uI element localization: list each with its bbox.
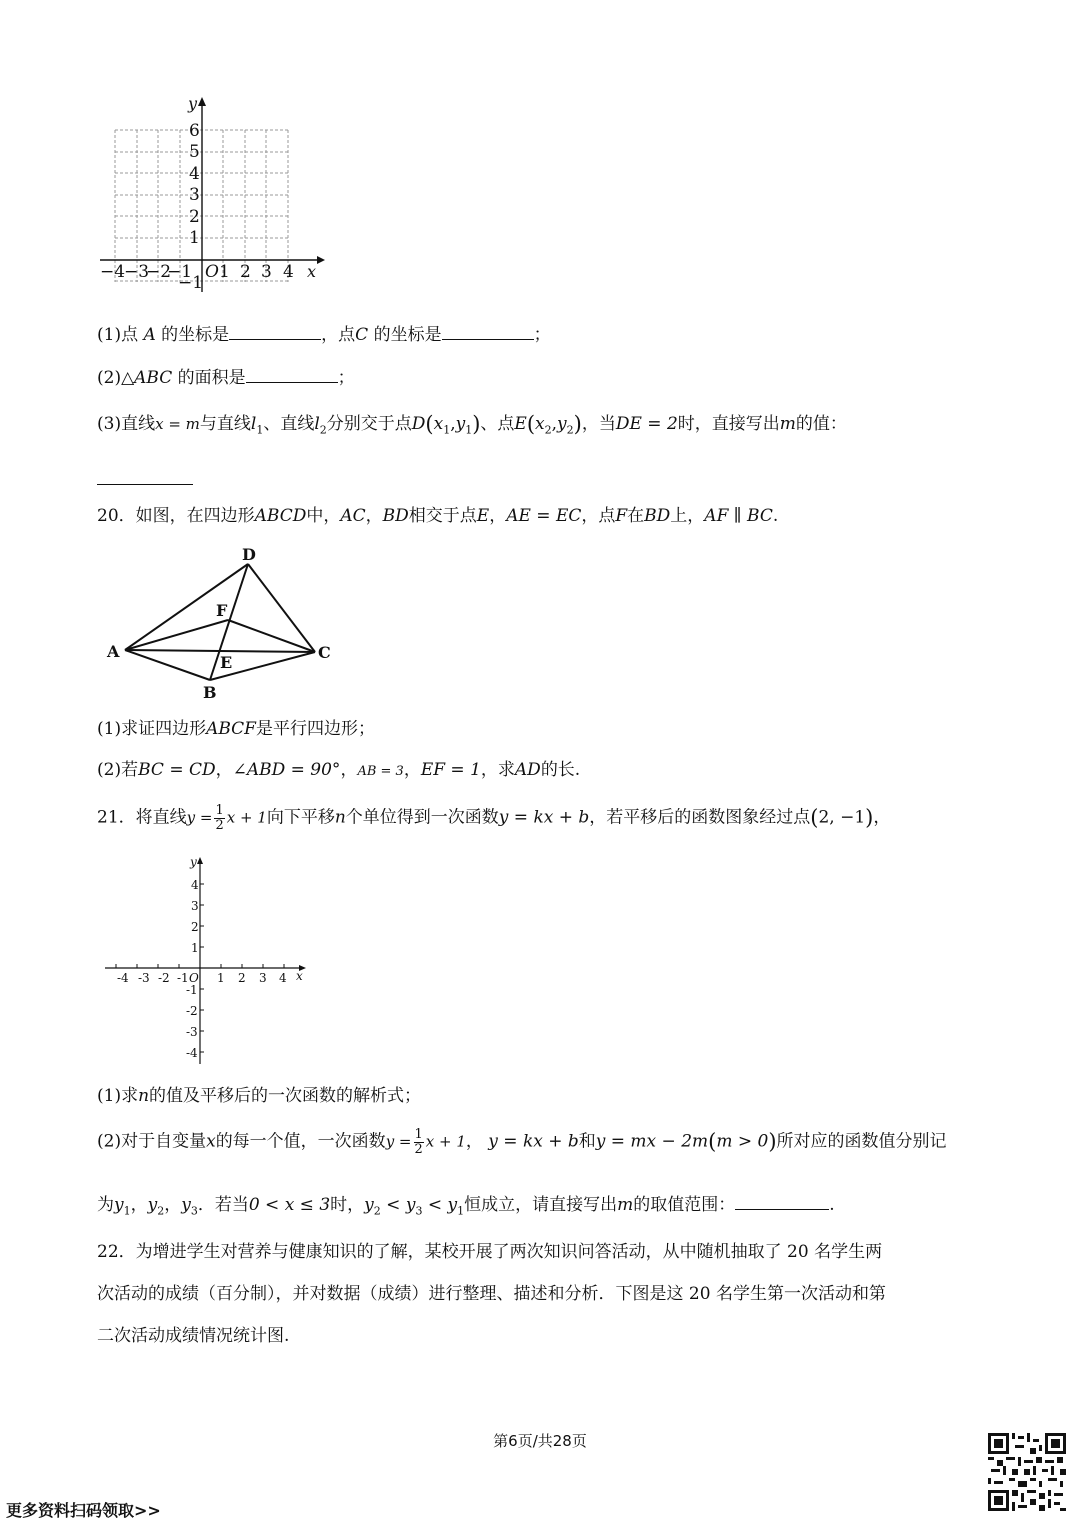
x-tick: 4 [279,971,287,985]
y-tick: 5 [189,142,200,162]
y-tick: 6 [189,121,200,141]
y-tick: 2 [191,920,199,934]
answer-blank[interactable] [442,322,534,340]
q19-part3: (3)直线x = m与直线$l_1$、直线$l_2$分别交于点$D(x_1,y_1)$、点$E(x_2,y_2)$，当DE = 2时，直接写出m的值： [97,412,847,437]
q20-stem: 20．如图，在四边形ABCD中，AC，BD相交于点E，AE = EC，点F在BD上，AF ∥ BC. [97,506,779,526]
x-tick: -4 [117,971,129,985]
x-tick: 1 [219,262,230,282]
vertex-label-f: F [216,601,228,620]
q21-part1: (1)求n的值及平移后的一次函数的解析式； [97,1086,422,1106]
q20-part2: (2)若BC = CD，∠ABD = 90°，AB = 3，EF = 1，求AD的长. [97,760,581,780]
vertex-label-e: E [220,653,233,672]
q20-part1: (1)求证四边形ABCF是平行四边形； [97,719,375,739]
y-tick: 1 [191,941,199,955]
x-tick: 3 [261,262,272,282]
x-tick: −3 [124,262,150,282]
x-tick: -1 [177,971,189,985]
y-tick: 4 [191,878,199,892]
fraction: $\frac{1}{2}$ [215,803,224,833]
q22-line2: 次活动的成绩（百分制），并对数据（成绩）进行整理、描述和分析．下图是这 20 名学生第一次活动和第 [97,1284,886,1304]
q19-part2: (2)△ABC 的面积是 ； [97,365,355,388]
q21-part2-cont: 为$y_1$，$y_2$，$y_3$．若当0 < x ≤ 3时，$y_2 < y_3 < y_1$恒成立，请直接写出m的取值范围： . [97,1192,835,1218]
coordinate-axes-q21 [100,852,315,1070]
x-tick: -3 [138,971,150,985]
coordinate-grid-q19 [95,92,335,297]
y-tick: -4 [186,1046,198,1060]
y-tick: −1 [178,273,204,293]
qr-code-icon[interactable] [988,1433,1066,1511]
y-tick: 4 [189,164,200,184]
answer-blank[interactable] [246,365,338,383]
vertex-label-a: A [107,642,120,661]
x-tick: 2 [240,262,251,282]
origin-label: O [189,971,199,985]
x-tick: -2 [158,971,170,985]
quadrilateral-figure [100,540,340,705]
vertex-label-c: C [318,643,331,662]
x-axis-label: x [307,262,317,281]
page-number: 第6页/共28页 [493,1432,587,1450]
fraction: $\frac{1}{2}$ [414,1127,423,1157]
answer-blank[interactable] [229,322,321,340]
y-axis-label: y [190,855,197,869]
more-resources-link[interactable]: 更多资料扫码领取>> [6,1501,161,1520]
q22-line1: 22．为增进学生对营养与健康知识的了解，某校开展了两次知识问答活动，从中随机抽取了 20 名学生两 [97,1242,883,1262]
y-tick: 3 [191,899,199,913]
x-axis-label: x [296,969,303,983]
x-tick: −1 [167,262,193,282]
q21-part2: (2)对于自变量x的每一个值，一次函数y = $\frac{1}{2}$ x + 1， y = kx + b和y = mx − 2m(m > 0)所对应的函数值分别记 [97,1127,947,1157]
x-tick: 1 [217,971,225,985]
x-tick: −2 [146,262,172,282]
x-tick: 3 [259,971,267,985]
y-tick: -1 [186,983,198,997]
vertex-label-b: B [203,683,217,702]
y-tick: -3 [186,1025,198,1039]
answer-blank[interactable] [735,1192,829,1210]
q21-stem: 21．将直线y = $\frac{1}{2}$ x + 1向下平移n个单位得到一次函数y = kx + b，若平移后的函数图象经过点(2, −1)， [97,803,891,833]
origin-label: O [205,262,219,282]
vertex-label-d: D [242,545,256,564]
y-tick: 2 [189,207,200,227]
answer-blank[interactable] [97,484,193,485]
q19-part1: (1)点 A 的坐标是 ，点C 的坐标是 ； [97,322,551,345]
y-axis-label: y [188,94,198,113]
x-tick: 2 [238,971,246,985]
y-tick: 1 [189,228,200,248]
y-tick: -2 [186,1004,198,1018]
q22-line3: 二次活动成绩情况统计图. [97,1326,290,1346]
x-tick: 4 [283,262,294,282]
x-tick: −4 [100,262,126,282]
y-tick: 3 [189,185,200,205]
